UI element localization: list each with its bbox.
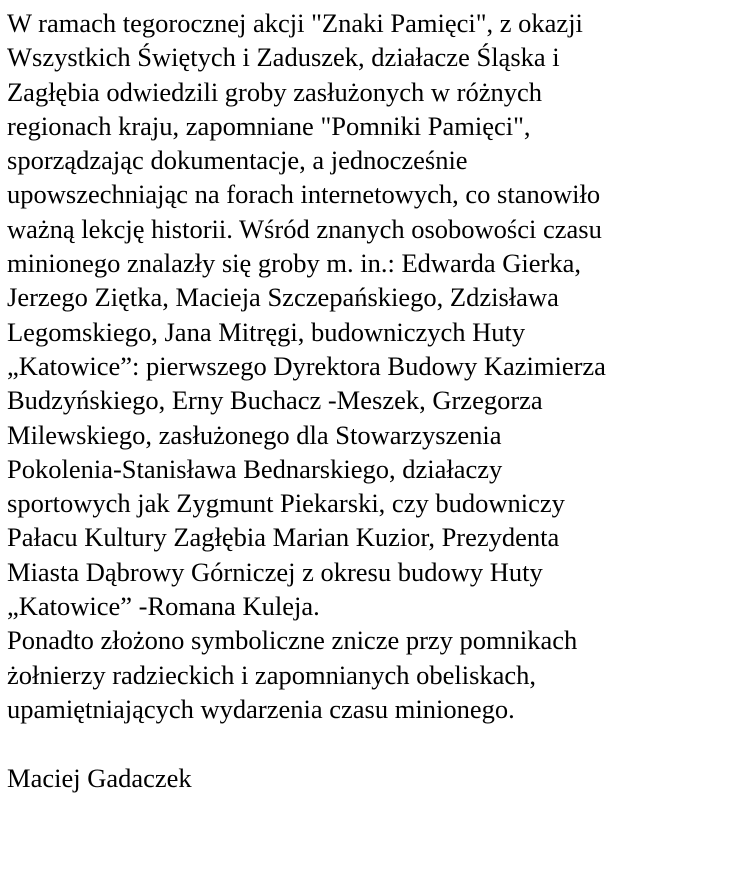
text-line: Legomskiego, Jana Mitręgi, budowniczych Huty — [7, 316, 526, 347]
text-line: Jerzego Ziętka, Macieja Szczepańskiego, Zdzisława — [7, 282, 559, 313]
text-line: sportowych jak Zygmunt Piekarski, czy budowniczy — [7, 488, 565, 519]
author-signature: Maciej Gadaczek — [7, 762, 192, 793]
text-line: Wszystkich Świętych i Zaduszek, działacze Śląska i — [7, 42, 560, 73]
paragraph-secondary — [7, 623, 747, 726]
text-line: Ponadto złożono symboliczne znicze przy pomnikach — [7, 625, 578, 656]
text-line: Milewskiego, zasłużonego dla Stowarzyszenia — [7, 419, 502, 450]
text-line: W ramach tegorocznej akcji "Znaki Pamięci", z okazji — [7, 8, 583, 38]
text-line: upamiętniających wydarzenia czasu minionego. — [7, 693, 515, 724]
text-line: „Katowice”: pierwszego Dyrektora Budowy Kazimierza — [7, 350, 606, 381]
text-line: ważną lekcję historii. Wśród znanych osobowości czasu — [7, 213, 602, 244]
text-line: Pokolenia-Stanisława Bednarskiego, działaczy — [7, 453, 503, 484]
text-line: żołnierzy radzieckich i zapomnianych obeliskach, — [7, 659, 537, 690]
paragraph-spacer — [7, 726, 747, 760]
text-line: minionego znalazły się groby m. in.: Edwarda Gierka, — [7, 248, 581, 279]
text-line: Budzyńskiego, Erny Buchacz -Meszek, Grzegorza — [7, 385, 543, 416]
paragraph-main — [7, 6, 747, 623]
text-line: sporządzając dokumentacje, a jednocześnie — [7, 145, 468, 176]
text-line: regionach kraju, zapomniane "Pomniki Pamięci", — [7, 110, 531, 141]
text-line: Pałacu Kultury Zagłębia Marian Kuzior, Prezydenta — [7, 522, 560, 553]
document-body — [7, 6, 747, 795]
text-line: upowszechniając na forach internetowych, co stanowiło — [7, 179, 601, 210]
text-line: „Katowice” -Romana Kuleja. — [7, 591, 320, 622]
text-line: Miasta Dąbrowy Górniczej z okresu budowy Huty — [7, 556, 543, 587]
text-line: Zagłębia odwiedzili groby zasłużonych w różnych — [7, 76, 542, 107]
